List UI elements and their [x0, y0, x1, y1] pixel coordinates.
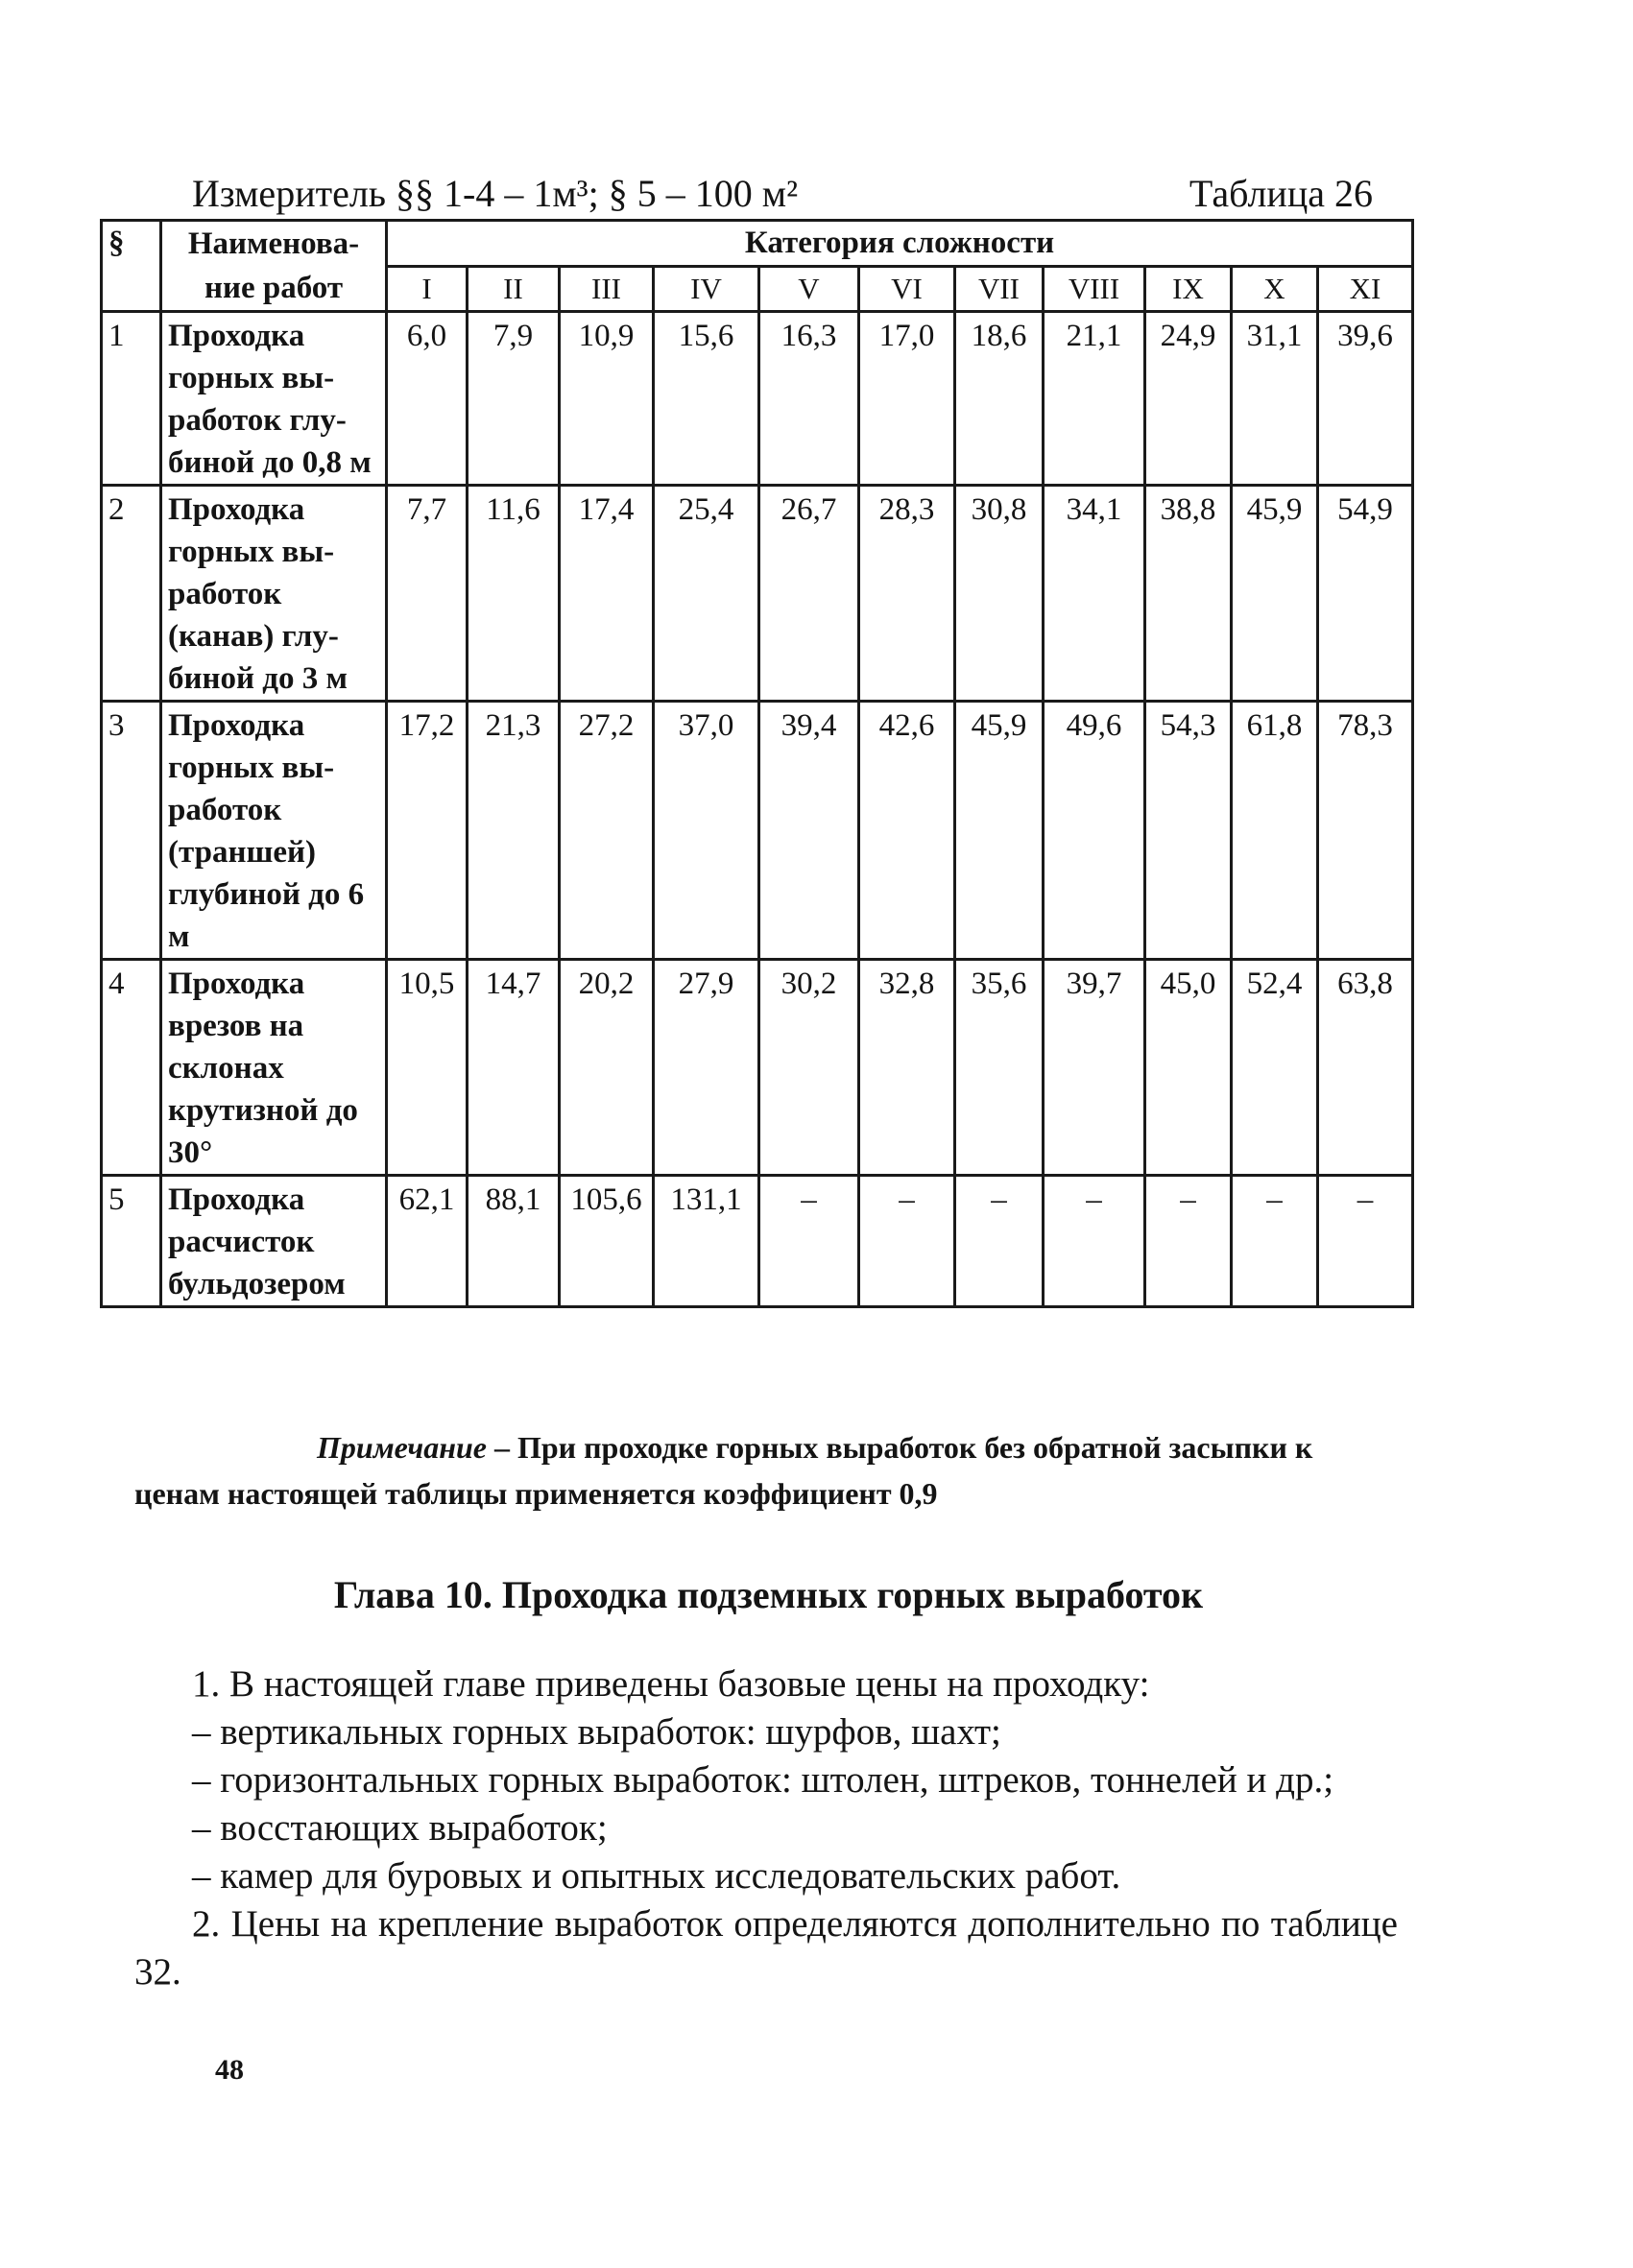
- price-cell: 27,9: [654, 960, 759, 1176]
- price-cell: 35,6: [955, 960, 1044, 1176]
- category-header-9: IX: [1145, 266, 1232, 312]
- table-caption: [192, 167, 1373, 221]
- price-cell: 30,8: [955, 486, 1044, 702]
- category-header-3: III: [560, 266, 654, 312]
- body-paragraph: – восстающих выработок;: [192, 1807, 608, 1849]
- price-cell: 30,2: [759, 960, 859, 1176]
- row-work-name: Проходка горных вы-работок (канав) глу-биной до 3 м: [161, 486, 387, 702]
- table-row: [102, 1176, 1413, 1307]
- body-paragraph: – горизонтальных горных выработок: штолен, штреков, тоннелей и др.;: [192, 1759, 1334, 1801]
- row-index: 2: [102, 486, 161, 702]
- price-cell: –: [955, 1176, 1044, 1307]
- price-cell: 54,3: [1145, 702, 1232, 960]
- price-cell: 18,6: [955, 312, 1044, 486]
- price-cell: 32,8: [859, 960, 955, 1176]
- price-cell: 24,9: [1145, 312, 1232, 486]
- price-cell: 15,6: [654, 312, 759, 486]
- price-cell: 105,6: [560, 1176, 654, 1307]
- note-text: – При проходке горных выработок без обратной засыпки к ценам настоящей таблицы применяется коэффициент 0,9: [134, 1430, 1313, 1511]
- price-cell: 49,6: [1044, 702, 1145, 960]
- price-cell: 10,9: [560, 312, 654, 486]
- price-cell: –: [859, 1176, 955, 1307]
- price-cell: 28,3: [859, 486, 955, 702]
- row-index: 1: [102, 312, 161, 486]
- row-index: 5: [102, 1176, 161, 1307]
- table-body: [102, 312, 1413, 1307]
- price-cell: 61,8: [1232, 702, 1318, 960]
- table-row: [102, 960, 1413, 1176]
- price-cell: –: [1145, 1176, 1232, 1307]
- table-row: [102, 486, 1413, 702]
- category-header-5: V: [759, 266, 859, 312]
- price-cell: 131,1: [654, 1176, 759, 1307]
- category-header-8: VIII: [1044, 266, 1145, 312]
- price-cell: 39,6: [1318, 312, 1413, 486]
- price-cell: 38,8: [1145, 486, 1232, 702]
- price-cell: 16,3: [759, 312, 859, 486]
- price-cell: 37,0: [654, 702, 759, 960]
- price-table: [100, 219, 1414, 1308]
- price-cell: 17,4: [560, 486, 654, 702]
- price-cell: 21,1: [1044, 312, 1145, 486]
- chapter-title: [0, 1566, 1633, 1624]
- price-cell: 11,6: [468, 486, 560, 702]
- table-header-row: [102, 221, 1413, 267]
- price-cell: 78,3: [1318, 702, 1413, 960]
- category-header-10: X: [1232, 266, 1318, 312]
- header-complexity-category: Категория сложности: [387, 221, 1413, 267]
- row-work-name: Проходка врезов на склонах крутизной до 30°: [161, 960, 387, 1176]
- price-cell: 7,7: [387, 486, 468, 702]
- body-paragraph: 2. Цены на крепление выработок определяются дополнительно по таблице 32.: [134, 1903, 1398, 1993]
- category-header-4: IV: [654, 266, 759, 312]
- row-work-name: Проходка горных вы-работок (траншей) глубиной до 6 м: [161, 702, 387, 960]
- price-cell: 6,0: [387, 312, 468, 486]
- chapter-title-text: Глава 10. Проходка подземных горных выработок: [333, 1573, 1204, 1616]
- price-cell: 88,1: [468, 1176, 560, 1307]
- price-cell: 45,9: [955, 702, 1044, 960]
- price-cell: –: [1044, 1176, 1145, 1307]
- row-index: 3: [102, 702, 161, 960]
- price-cell: 10,5: [387, 960, 468, 1176]
- price-cell: 63,8: [1318, 960, 1413, 1176]
- category-header-7: VII: [955, 266, 1044, 312]
- price-cell: –: [1318, 1176, 1413, 1307]
- category-header-1: I: [387, 266, 468, 312]
- price-cell: 45,0: [1145, 960, 1232, 1176]
- category-header-2: II: [468, 266, 560, 312]
- price-cell: 39,4: [759, 702, 859, 960]
- table-note: [134, 1424, 1392, 1516]
- table-row: [102, 702, 1413, 960]
- note-label: Примечание: [317, 1430, 487, 1465]
- price-cell: 7,9: [468, 312, 560, 486]
- price-cell: –: [759, 1176, 859, 1307]
- body-paragraph: 1. В настоящей главе приведены базовые цены на проходку:: [192, 1663, 1150, 1705]
- row-index: 4: [102, 960, 161, 1176]
- price-cell: 52,4: [1232, 960, 1318, 1176]
- price-cell: 39,7: [1044, 960, 1145, 1176]
- price-cell: 45,9: [1232, 486, 1318, 702]
- price-cell: –: [1232, 1176, 1318, 1307]
- body-paragraph: – камер для буровых и опытных исследовательских работ.: [192, 1855, 1121, 1897]
- price-cell: 25,4: [654, 486, 759, 702]
- price-cell: 34,1: [1044, 486, 1145, 702]
- price-cell: 20,2: [560, 960, 654, 1176]
- row-work-name: Проходка расчисток бульдозером: [161, 1176, 387, 1307]
- table-number: Таблица 26: [1189, 172, 1373, 215]
- header-section-symbol: §: [102, 221, 161, 312]
- body-paragraph: – вертикальных горных выработок: шурфов, шахт;: [192, 1711, 1001, 1753]
- category-header-6: VI: [859, 266, 955, 312]
- price-cell: 62,1: [387, 1176, 468, 1307]
- page-number: 48: [215, 2054, 244, 2086]
- price-cell: 42,6: [859, 702, 955, 960]
- measure-unit-label: Измеритель §§ 1-4 – 1м³; § 5 – 100 м²: [192, 172, 799, 215]
- row-work-name: Проходка горных вы-работок глу-биной до 0,8 м: [161, 312, 387, 486]
- price-cell: 21,3: [468, 702, 560, 960]
- price-cell: 31,1: [1232, 312, 1318, 486]
- table-row: [102, 312, 1413, 486]
- price-cell: 14,7: [468, 960, 560, 1176]
- price-cell: 27,2: [560, 702, 654, 960]
- price-cell: 17,2: [387, 702, 468, 960]
- category-header-11: XI: [1318, 266, 1413, 312]
- header-work-name: Наименова- ние работ: [161, 221, 387, 312]
- price-cell: 26,7: [759, 486, 859, 702]
- price-cell: 54,9: [1318, 486, 1413, 702]
- chapter-body: [134, 1660, 1398, 1996]
- price-cell: 17,0: [859, 312, 955, 486]
